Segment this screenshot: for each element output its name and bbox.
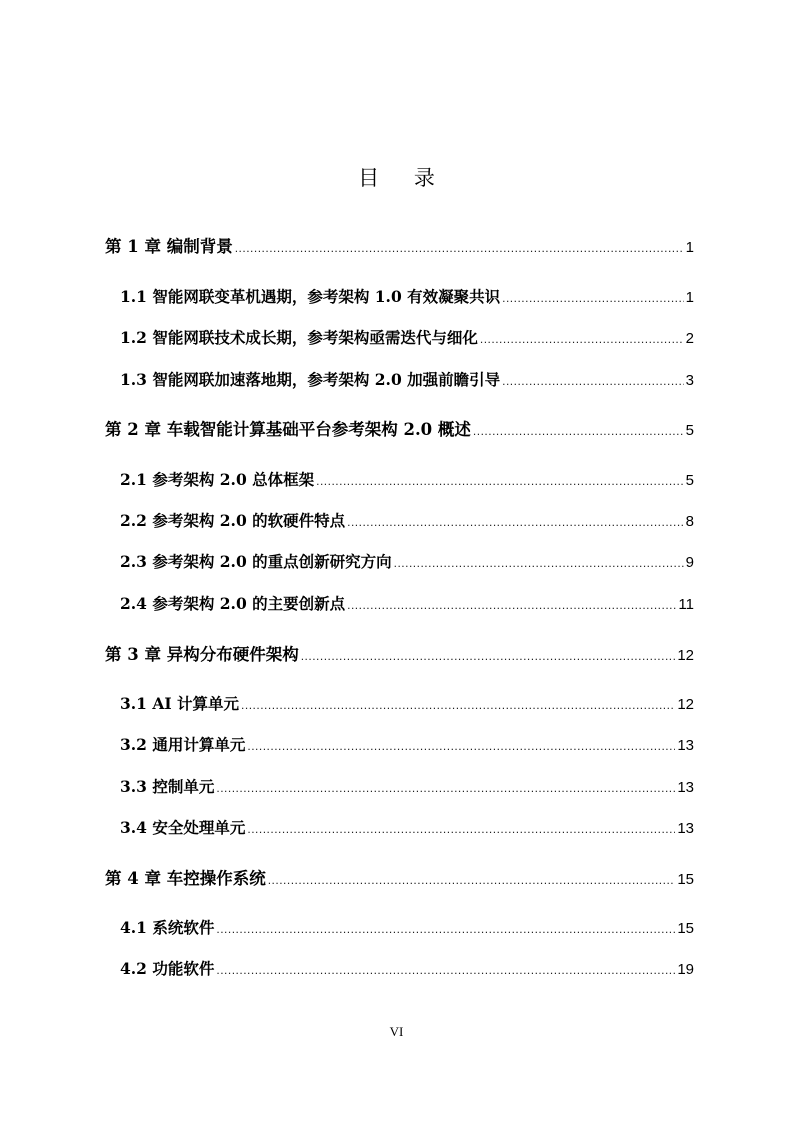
toc-entry-label: 2.3 参考架构 2.0 的重点创新研究方向 (120, 552, 392, 571)
dot-leader (394, 551, 684, 575)
toc-entry-page: 12 (677, 696, 694, 713)
toc-entry-page: 1 (685, 239, 694, 256)
toc-entry-section-2-2[interactable] (120, 509, 694, 533)
toc-entry-label: 3.1 AI 计算单元 (120, 694, 240, 713)
dot-leader (216, 958, 675, 982)
toc-entry-page: 11 (678, 596, 694, 613)
toc-entry-label: 第 2 章 车载智能计算基础平台参考架构 2.0 概述 (105, 420, 471, 439)
toc-entry-label: 2.1 参考架构 2.0 总体框架 (120, 470, 315, 489)
dot-leader (502, 369, 684, 393)
toc-entry-page: 19 (677, 961, 694, 978)
toc-entry-page: 12 (677, 647, 694, 664)
toc-title: 目 录 (358, 166, 449, 190)
dot-leader (247, 817, 675, 841)
toc-entry-page: 13 (677, 820, 694, 837)
toc-entry-page: 13 (677, 779, 694, 796)
toc-entry-section-3-3[interactable] (120, 775, 694, 799)
dot-leader (473, 419, 684, 443)
toc-entry-section-2-3[interactable] (120, 550, 694, 574)
dot-leader (241, 693, 675, 717)
toc-entry-label: 1.1 智能网联变革机遇期，参考架构 1.0 有效凝聚共识 (120, 287, 501, 306)
dot-leader (347, 593, 676, 617)
toc-entry-page: 15 (677, 871, 694, 888)
toc-entry-label: 2.2 参考架构 2.0 的软硬件特点 (120, 511, 346, 530)
toc-entry-section-3-4[interactable] (120, 816, 694, 840)
dot-leader (247, 734, 675, 758)
toc-entry-section-2-1[interactable] (120, 468, 694, 492)
dot-leader (301, 644, 676, 668)
toc-entry-section-1-2[interactable] (120, 326, 694, 350)
toc-entry-label: 4.2 功能软件 (120, 959, 215, 978)
dot-leader (216, 776, 675, 800)
dot-leader (268, 868, 676, 892)
dot-leader (216, 917, 675, 941)
dot-leader (347, 510, 684, 534)
toc-entry-label: 第 3 章 异构分布硬件架构 (105, 645, 299, 664)
toc-entry-section-3-1[interactable] (120, 692, 694, 716)
toc-entry-page: 9 (685, 554, 694, 571)
toc-entry-label: 2.4 参考架构 2.0 的主要创新点 (120, 594, 346, 613)
toc-entry-label: 4.1 系统软件 (120, 918, 215, 937)
toc-entry-page: 5 (685, 472, 694, 489)
toc-entry-page: 3 (685, 372, 694, 389)
toc-entry-label: 第 1 章 编制背景 (105, 237, 233, 256)
toc-entry-label: 1.2 智能网联技术成长期，参考架构亟需迭代与细化 (120, 328, 478, 347)
toc-entry-page: 2 (685, 330, 694, 347)
dot-leader (502, 286, 684, 310)
toc-entry-page: 5 (685, 422, 694, 439)
toc-entry-label: 1.3 智能网联加速落地期，参考架构 2.0 加强前瞻引导 (120, 370, 501, 389)
page-number: VI (389, 1024, 404, 1039)
toc-entry-section-4-1[interactable] (120, 916, 694, 940)
toc-entry-chapter-1[interactable] (105, 235, 694, 259)
toc-entry-page: 13 (677, 737, 694, 754)
toc-entry-label: 3.3 控制单元 (120, 777, 215, 796)
toc-entry-label: 第 4 章 车控操作系统 (105, 869, 266, 888)
toc-entry-chapter-2[interactable] (105, 418, 694, 442)
toc-entry-section-1-1[interactable] (120, 285, 694, 309)
toc-entry-section-1-3[interactable] (120, 368, 694, 392)
toc-entry-chapter-4[interactable] (105, 867, 694, 891)
toc-entry-page: 1 (685, 289, 694, 306)
toc-entry-section-3-2[interactable] (120, 733, 694, 757)
toc-entry-page: 15 (677, 920, 694, 937)
toc-entry-section-4-2[interactable] (120, 957, 694, 981)
toc-entry-label: 3.2 通用计算单元 (120, 735, 246, 754)
toc-entry-section-2-4[interactable] (120, 592, 694, 616)
dot-leader (480, 327, 684, 351)
dot-leader (316, 469, 684, 493)
toc-entry-label: 3.4 安全处理单元 (120, 818, 246, 837)
toc-entry-page: 8 (685, 513, 694, 530)
dot-leader (235, 236, 684, 260)
toc-entry-chapter-3[interactable] (105, 643, 694, 667)
